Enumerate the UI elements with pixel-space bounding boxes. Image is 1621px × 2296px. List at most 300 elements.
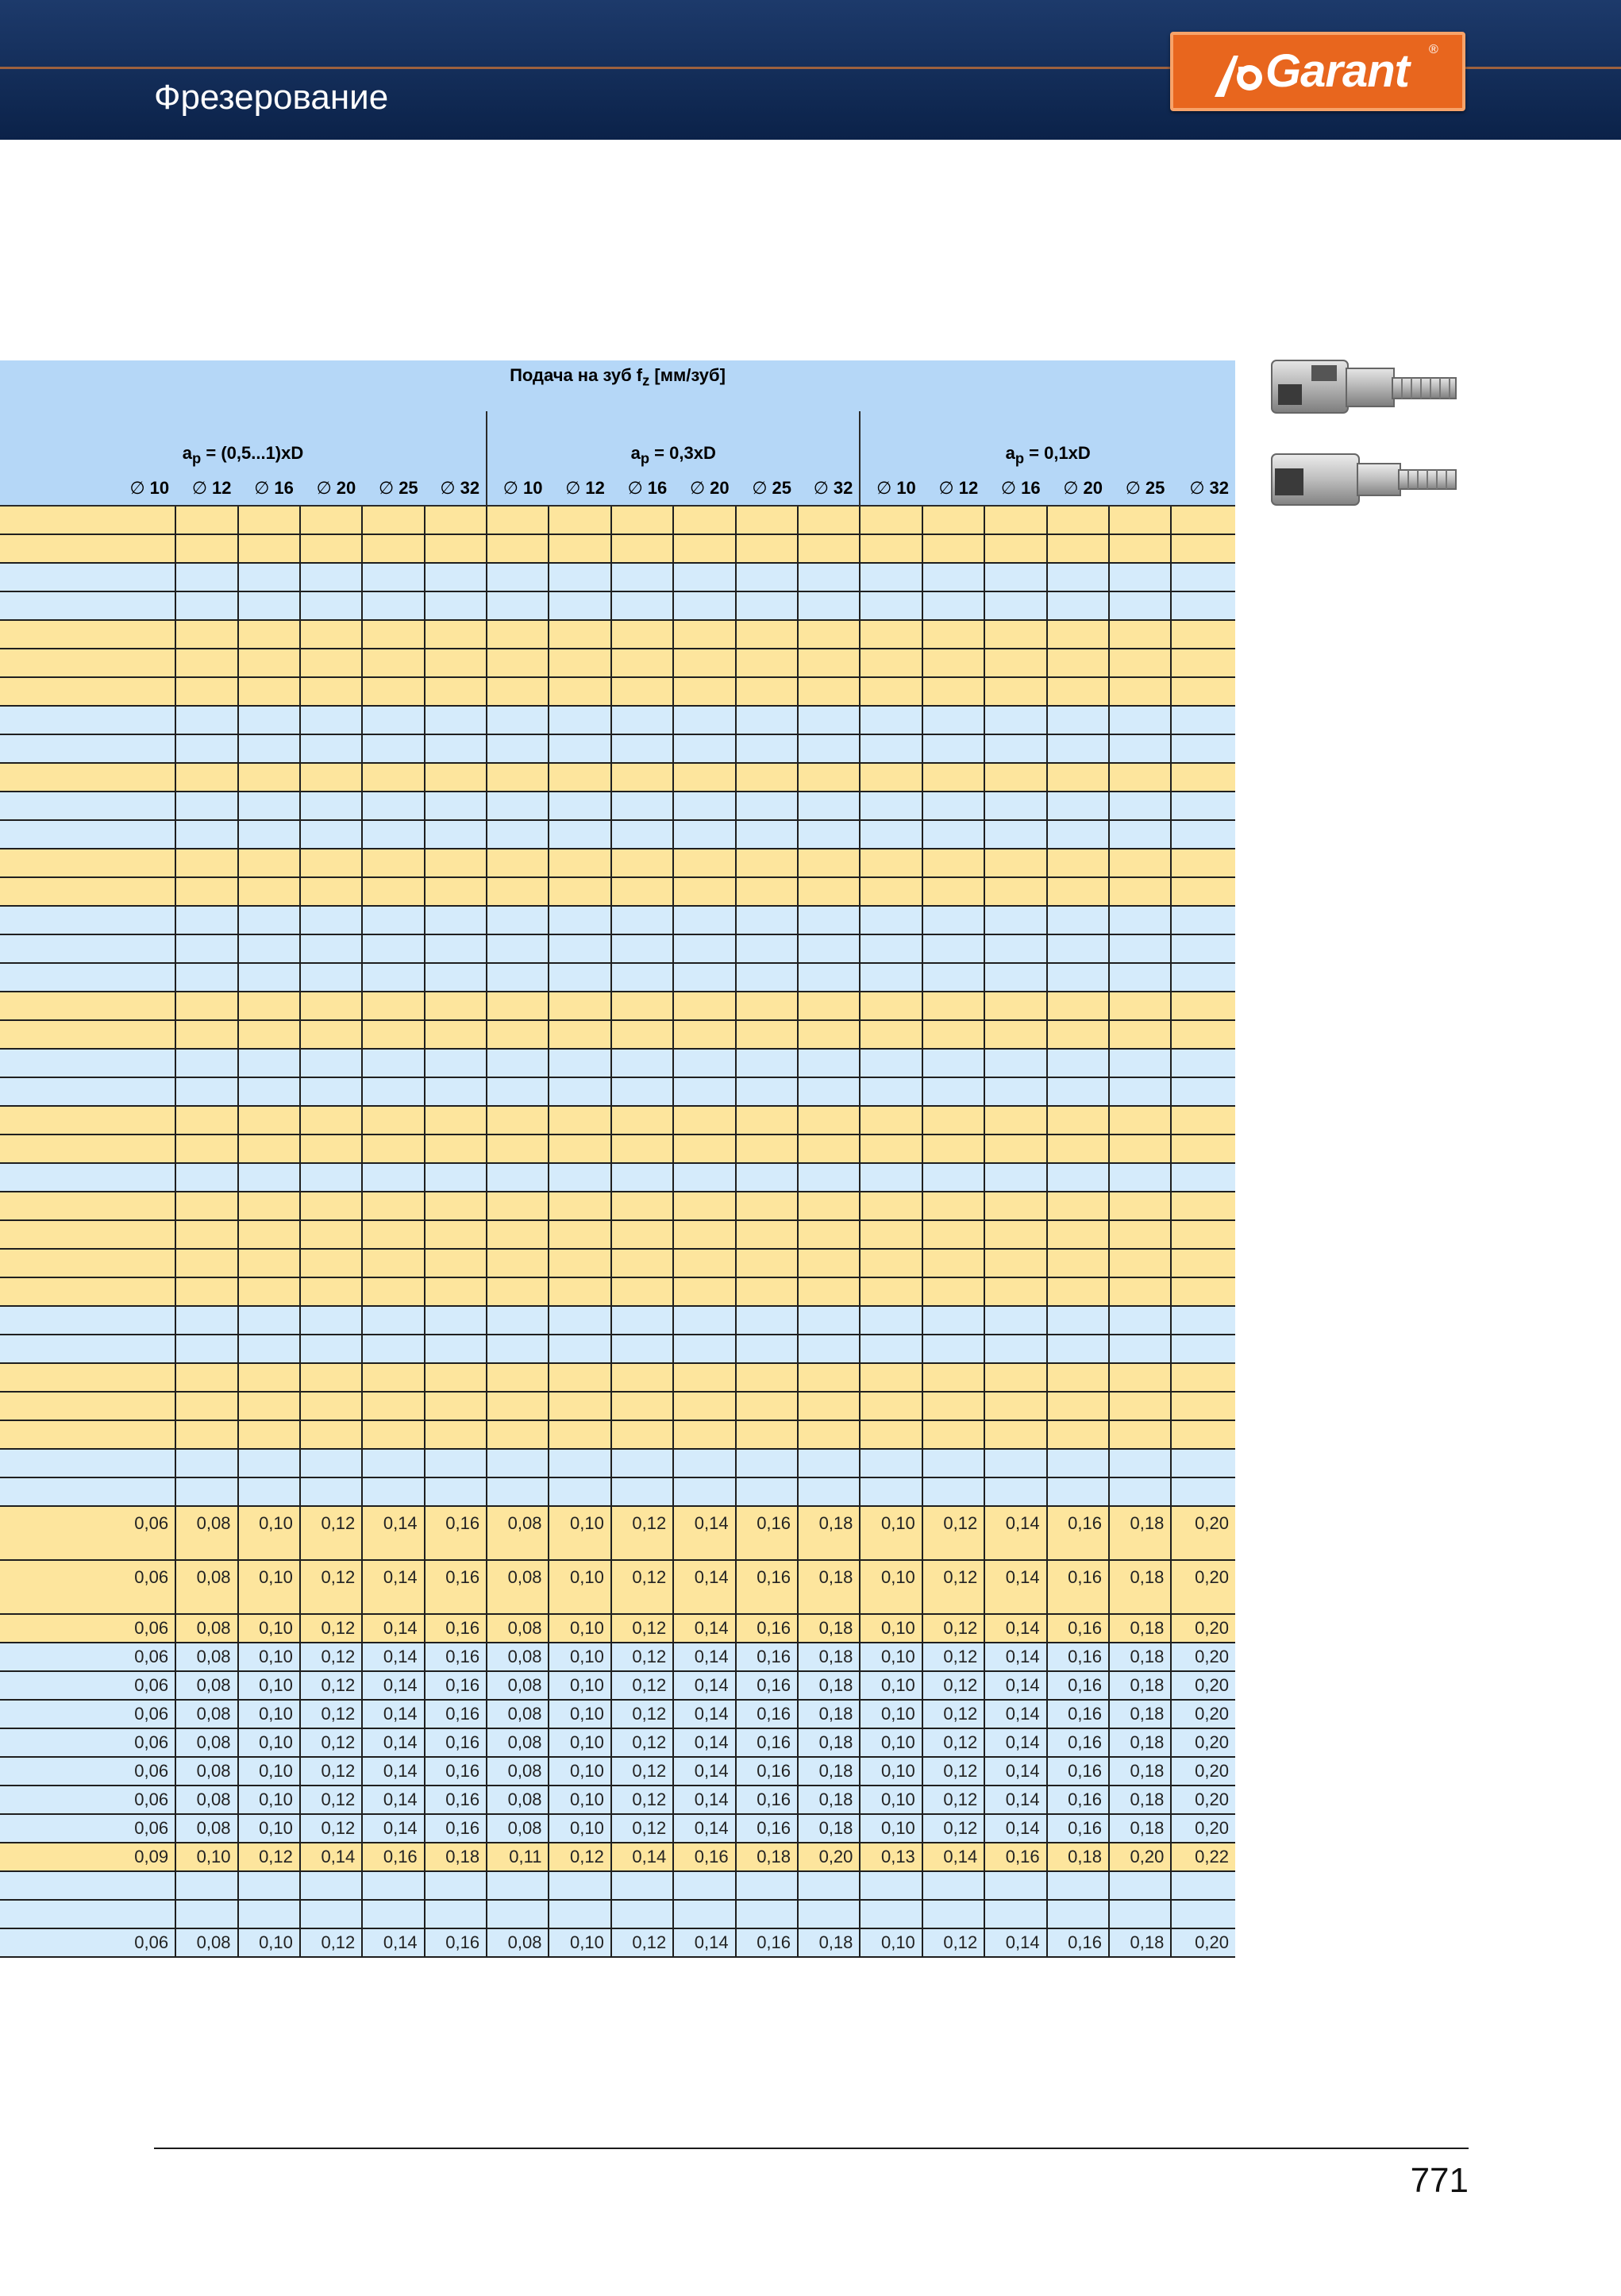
table-cell bbox=[238, 1420, 300, 1449]
table-cell bbox=[1047, 734, 1109, 763]
table-cell bbox=[984, 734, 1046, 763]
table-cell: 0,22 bbox=[1171, 1843, 1235, 1871]
table-row bbox=[0, 1220, 1235, 1249]
table-cell bbox=[611, 1277, 673, 1306]
table-cell: 0,10 bbox=[549, 1786, 610, 1814]
table-cell: 0,08 bbox=[487, 1614, 549, 1643]
table-cell bbox=[673, 1277, 735, 1306]
table-cell bbox=[611, 906, 673, 934]
table-cell bbox=[611, 649, 673, 677]
table-cell bbox=[1171, 1163, 1235, 1192]
table-cell bbox=[1047, 1449, 1109, 1477]
table-cell: 0,20 bbox=[1171, 1814, 1235, 1843]
table-cell bbox=[798, 1249, 860, 1277]
table-cell bbox=[611, 563, 673, 591]
table-cell bbox=[1109, 677, 1171, 706]
table-cell bbox=[922, 620, 984, 649]
table-cell: 0,18 bbox=[1109, 1700, 1171, 1728]
table-row bbox=[0, 1077, 1235, 1106]
table-cell bbox=[922, 1335, 984, 1363]
table-cell bbox=[984, 1449, 1046, 1477]
table-cell: 0,16 bbox=[1047, 1671, 1109, 1700]
table-cell bbox=[1109, 506, 1171, 534]
diameter-icon: ∅ bbox=[689, 478, 706, 498]
table-cell bbox=[425, 1449, 487, 1477]
table-cell bbox=[0, 792, 175, 820]
table-cell: 0,10 bbox=[860, 1506, 922, 1560]
table-cell: 0,14 bbox=[362, 1814, 424, 1843]
page-header bbox=[0, 0, 1621, 140]
diameter-icon: ∅ bbox=[1125, 478, 1141, 498]
table-cell: 0,08 bbox=[175, 1506, 237, 1560]
table-cell bbox=[425, 563, 487, 591]
table-cell bbox=[673, 792, 735, 820]
table-cell bbox=[175, 1363, 237, 1392]
column-header-diameter bbox=[611, 472, 673, 506]
table-cell: 0,20 bbox=[1171, 1614, 1235, 1643]
table-cell bbox=[984, 649, 1046, 677]
table-cell: 0,06 bbox=[0, 1643, 175, 1671]
table-cell bbox=[487, 992, 549, 1020]
table-cell bbox=[362, 792, 424, 820]
table-cell bbox=[736, 534, 798, 563]
table-cell: 0,10 bbox=[860, 1786, 922, 1814]
table-cell bbox=[798, 1392, 860, 1420]
table-cell bbox=[175, 1020, 237, 1049]
table-cell bbox=[611, 1192, 673, 1220]
table-cell bbox=[1109, 1900, 1171, 1928]
diameter-icon: ∅ bbox=[627, 478, 643, 498]
table-cell: 0,13 bbox=[860, 1843, 922, 1871]
table-cell: 0,20 bbox=[1171, 1928, 1235, 1957]
table-cell: 0,18 bbox=[1109, 1757, 1171, 1786]
table-cell bbox=[238, 1192, 300, 1220]
table-cell bbox=[922, 506, 984, 534]
table-cell bbox=[922, 1249, 984, 1277]
table-cell bbox=[549, 934, 610, 963]
table-cell: 0,14 bbox=[673, 1506, 735, 1560]
table-cell bbox=[300, 1249, 362, 1277]
table-cell bbox=[922, 534, 984, 563]
table-cell bbox=[300, 763, 362, 792]
table-cell bbox=[549, 1135, 610, 1163]
table-cell bbox=[860, 620, 922, 649]
table-title-text: Подача на зуб f bbox=[510, 365, 643, 385]
table-cell bbox=[860, 1306, 922, 1335]
table-cell: 0,10 bbox=[549, 1928, 610, 1957]
table-cell bbox=[0, 734, 175, 763]
table-cell bbox=[175, 1420, 237, 1449]
table-cell: 0,09 bbox=[0, 1843, 175, 1871]
table-cell bbox=[175, 1249, 237, 1277]
table-cell: 0,20 bbox=[1171, 1757, 1235, 1786]
table-cell: 0,06 bbox=[0, 1814, 175, 1843]
table-cell bbox=[1109, 820, 1171, 849]
table-cell bbox=[798, 534, 860, 563]
table-cell bbox=[860, 1163, 922, 1192]
table-row bbox=[0, 706, 1235, 734]
table-cell: 0,10 bbox=[238, 1757, 300, 1786]
table-cell bbox=[1047, 1106, 1109, 1135]
table-cell bbox=[300, 877, 362, 906]
table-cell bbox=[1171, 792, 1235, 820]
table-cell bbox=[549, 1049, 610, 1077]
table-cell bbox=[238, 1135, 300, 1163]
table-cell: 0,12 bbox=[300, 1506, 362, 1560]
table-cell: 0,10 bbox=[238, 1614, 300, 1643]
table-cell bbox=[549, 1249, 610, 1277]
table-cell bbox=[984, 1049, 1046, 1077]
column-header-diameter bbox=[860, 472, 922, 506]
table-cell bbox=[860, 1871, 922, 1900]
table-cell bbox=[549, 534, 610, 563]
table-cell: 0,06 bbox=[0, 1671, 175, 1700]
column-header-diameter bbox=[362, 472, 424, 506]
table-cell bbox=[736, 763, 798, 792]
table-cell bbox=[425, 934, 487, 963]
column-header-diameter bbox=[1109, 472, 1171, 506]
table-cell: 0,16 bbox=[425, 1506, 487, 1560]
table-cell bbox=[1109, 1020, 1171, 1049]
table-cell bbox=[736, 849, 798, 877]
table-cell bbox=[362, 963, 424, 992]
table-cell bbox=[362, 506, 424, 534]
table-cell bbox=[1109, 1871, 1171, 1900]
table-cell: 0,08 bbox=[175, 1814, 237, 1843]
table-cell bbox=[922, 1049, 984, 1077]
table-cell: 0,12 bbox=[611, 1757, 673, 1786]
table-cell: 0,14 bbox=[984, 1728, 1046, 1757]
table-cell bbox=[1047, 620, 1109, 649]
table-cell bbox=[0, 849, 175, 877]
table-cell bbox=[362, 1335, 424, 1363]
table-cell bbox=[425, 1420, 487, 1449]
table-cell bbox=[984, 1277, 1046, 1306]
table-cell bbox=[0, 1449, 175, 1477]
table-cell bbox=[425, 1249, 487, 1277]
table-row bbox=[0, 1020, 1235, 1049]
table-row bbox=[0, 1614, 1235, 1643]
table-row bbox=[0, 792, 1235, 820]
table-cell bbox=[238, 677, 300, 706]
table-cell: 0,18 bbox=[798, 1643, 860, 1671]
table-row bbox=[0, 1671, 1235, 1700]
table-cell bbox=[1171, 1249, 1235, 1277]
table-cell bbox=[798, 1363, 860, 1392]
table-cell bbox=[860, 677, 922, 706]
table-cell bbox=[300, 1335, 362, 1363]
table-cell: 0,06 bbox=[0, 1560, 175, 1614]
table-cell bbox=[984, 906, 1046, 934]
table-cell bbox=[860, 563, 922, 591]
table-cell bbox=[362, 1449, 424, 1477]
table-cell bbox=[673, 1363, 735, 1392]
table-cell bbox=[238, 1871, 300, 1900]
table-cell bbox=[611, 1306, 673, 1335]
table-cell bbox=[425, 591, 487, 620]
table-cell: 0,10 bbox=[549, 1671, 610, 1700]
table-cell bbox=[0, 1106, 175, 1135]
table-cell bbox=[487, 763, 549, 792]
table-cell bbox=[1171, 1335, 1235, 1363]
table-cell bbox=[300, 1392, 362, 1420]
table-cell bbox=[673, 1220, 735, 1249]
table-cell: 0,18 bbox=[1109, 1614, 1171, 1643]
table-cell bbox=[984, 963, 1046, 992]
table-cell: 0,10 bbox=[238, 1928, 300, 1957]
table-cell bbox=[611, 706, 673, 734]
table-cell bbox=[238, 963, 300, 992]
table-cell bbox=[238, 1163, 300, 1192]
table-cell bbox=[425, 534, 487, 563]
table-cell bbox=[860, 1049, 922, 1077]
table-cell bbox=[860, 1077, 922, 1106]
table-cell: 0,18 bbox=[798, 1506, 860, 1560]
table-cell: 0,06 bbox=[0, 1506, 175, 1560]
table-cell bbox=[1171, 820, 1235, 849]
table-cell bbox=[487, 1335, 549, 1363]
table-cell bbox=[1047, 1192, 1109, 1220]
diameter-icon: ∅ bbox=[129, 478, 145, 498]
table-cell: 0,08 bbox=[487, 1643, 549, 1671]
table-cell bbox=[922, 563, 984, 591]
table-cell bbox=[611, 763, 673, 792]
table-body bbox=[0, 506, 1235, 1957]
table-cell bbox=[238, 734, 300, 763]
table-cell bbox=[0, 763, 175, 792]
table-cell bbox=[736, 877, 798, 906]
table-cell bbox=[1109, 563, 1171, 591]
table-cell bbox=[860, 1277, 922, 1306]
table-cell bbox=[798, 620, 860, 649]
table-cell bbox=[860, 649, 922, 677]
table-cell bbox=[175, 1163, 237, 1192]
table-cell bbox=[736, 1249, 798, 1277]
table-cell bbox=[362, 563, 424, 591]
table-row bbox=[0, 1449, 1235, 1477]
table-cell bbox=[798, 1220, 860, 1249]
table-cell bbox=[425, 677, 487, 706]
table-cell bbox=[611, 677, 673, 706]
table-cell bbox=[1109, 1049, 1171, 1077]
table-cell bbox=[362, 1192, 424, 1220]
table-cell bbox=[798, 1135, 860, 1163]
table-cell bbox=[736, 506, 798, 534]
table-cell bbox=[673, 506, 735, 534]
table-cell bbox=[362, 820, 424, 849]
table-cell bbox=[0, 992, 175, 1020]
table-cell bbox=[611, 934, 673, 963]
table-cell bbox=[860, 1449, 922, 1477]
table-cell: 0,18 bbox=[1109, 1728, 1171, 1757]
group-label: a bbox=[182, 442, 193, 463]
table-row bbox=[0, 1643, 1235, 1671]
table-row bbox=[0, 820, 1235, 849]
table-cell bbox=[175, 934, 237, 963]
table-cell bbox=[1109, 1363, 1171, 1392]
table-cell bbox=[798, 792, 860, 820]
table-cell bbox=[1109, 1163, 1171, 1192]
table-cell bbox=[673, 934, 735, 963]
table-cell bbox=[238, 1049, 300, 1077]
table-cell bbox=[0, 1306, 175, 1335]
table-row bbox=[0, 1306, 1235, 1335]
table-cell: 0,14 bbox=[673, 1700, 735, 1728]
table-cell: 0,16 bbox=[736, 1560, 798, 1614]
table-row bbox=[0, 620, 1235, 649]
table-cell bbox=[798, 734, 860, 763]
table-cell bbox=[362, 1163, 424, 1192]
table-cell: 0,12 bbox=[611, 1928, 673, 1957]
table-cell bbox=[362, 677, 424, 706]
table-cell bbox=[362, 620, 424, 649]
table-row bbox=[0, 1728, 1235, 1757]
table-cell: 0,12 bbox=[611, 1614, 673, 1643]
table-cell: 0,08 bbox=[175, 1786, 237, 1814]
table-cell: 0,18 bbox=[1109, 1786, 1171, 1814]
table-row bbox=[0, 1757, 1235, 1786]
table-cell bbox=[238, 877, 300, 906]
table-cell bbox=[1171, 877, 1235, 906]
table-cell bbox=[984, 506, 1046, 534]
table-cell bbox=[300, 649, 362, 677]
table-cell bbox=[611, 1106, 673, 1135]
table-cell bbox=[922, 849, 984, 877]
table-cell bbox=[549, 649, 610, 677]
table-cell bbox=[549, 677, 610, 706]
table-cell bbox=[549, 734, 610, 763]
table-cell bbox=[1109, 877, 1171, 906]
column-header-diameter bbox=[175, 472, 237, 506]
table-cell: 0,06 bbox=[0, 1757, 175, 1786]
table-cell bbox=[549, 1077, 610, 1106]
table-cell bbox=[362, 1363, 424, 1392]
table-cell bbox=[362, 1420, 424, 1449]
table-cell: 0,14 bbox=[984, 1560, 1046, 1614]
column-header-diameter bbox=[549, 472, 610, 506]
table-cell bbox=[175, 1335, 237, 1363]
table-cell: 0,10 bbox=[549, 1506, 610, 1560]
table-cell bbox=[673, 963, 735, 992]
table-cell bbox=[1109, 649, 1171, 677]
table-cell bbox=[425, 1277, 487, 1306]
table-cell bbox=[798, 963, 860, 992]
table-cell bbox=[549, 1449, 610, 1477]
table-row bbox=[0, 1900, 1235, 1928]
table-cell bbox=[425, 1077, 487, 1106]
table-cell: 0,16 bbox=[1047, 1506, 1109, 1560]
table-cell bbox=[736, 1020, 798, 1049]
table-cell bbox=[175, 534, 237, 563]
group-header-ap-0-3 bbox=[487, 411, 860, 472]
table-cell: 0,10 bbox=[860, 1643, 922, 1671]
table-cell: 0,08 bbox=[487, 1757, 549, 1786]
table-cell bbox=[362, 1900, 424, 1928]
table-cell bbox=[0, 1077, 175, 1106]
table-cell bbox=[487, 1020, 549, 1049]
table-cell bbox=[0, 620, 175, 649]
table-cell bbox=[860, 906, 922, 934]
table-cell bbox=[984, 1900, 1046, 1928]
table-row bbox=[0, 1049, 1235, 1077]
table-cell bbox=[736, 1392, 798, 1420]
table-cell: 0,06 bbox=[0, 1700, 175, 1728]
table-cell bbox=[860, 506, 922, 534]
table-cell bbox=[425, 1020, 487, 1049]
table-cell bbox=[922, 1420, 984, 1449]
table-row bbox=[0, 877, 1235, 906]
table-cell bbox=[1047, 1335, 1109, 1363]
table-cell: 0,12 bbox=[611, 1506, 673, 1560]
table-cell bbox=[736, 934, 798, 963]
table-cell bbox=[425, 1477, 487, 1506]
table-cell bbox=[922, 992, 984, 1020]
table-cell bbox=[175, 992, 237, 1020]
table-cell: 0,18 bbox=[798, 1928, 860, 1957]
table-cell bbox=[984, 1249, 1046, 1277]
column-header-value: 20 bbox=[1083, 478, 1103, 498]
table-cell: 0,08 bbox=[175, 1614, 237, 1643]
table-cell bbox=[487, 820, 549, 849]
table-cell bbox=[300, 1449, 362, 1477]
table-cell bbox=[984, 620, 1046, 649]
table-cell: 0,16 bbox=[673, 1843, 735, 1871]
table-cell bbox=[736, 620, 798, 649]
table-cell bbox=[487, 1900, 549, 1928]
table-cell: 0,20 bbox=[1171, 1728, 1235, 1757]
group-header-ap-0-1 bbox=[860, 411, 1235, 472]
table-row bbox=[0, 1363, 1235, 1392]
table-cell: 0,18 bbox=[798, 1700, 860, 1728]
table-cell bbox=[487, 563, 549, 591]
table-cell: 0,14 bbox=[984, 1786, 1046, 1814]
table-cell bbox=[1047, 591, 1109, 620]
table-cell bbox=[798, 1163, 860, 1192]
table-cell bbox=[984, 677, 1046, 706]
table-cell bbox=[984, 1392, 1046, 1420]
table-cell: 0,12 bbox=[300, 1786, 362, 1814]
table-cell bbox=[984, 1420, 1046, 1449]
table-cell bbox=[798, 649, 860, 677]
table-cell bbox=[860, 1106, 922, 1135]
table-cell bbox=[1171, 1049, 1235, 1077]
table-cell bbox=[549, 591, 610, 620]
column-header-value: 12 bbox=[958, 478, 979, 498]
page-title: Фрезерование bbox=[154, 78, 389, 117]
feed-per-tooth-table bbox=[0, 360, 1235, 1958]
table-cell bbox=[1171, 706, 1235, 734]
table-cell bbox=[362, 877, 424, 906]
table-cell bbox=[922, 1135, 984, 1163]
column-header-value: 25 bbox=[1145, 478, 1165, 498]
table-cell: 0,14 bbox=[673, 1560, 735, 1614]
table-cell bbox=[425, 1900, 487, 1928]
table-cell bbox=[362, 706, 424, 734]
table-cell bbox=[549, 506, 610, 534]
table-cell bbox=[611, 849, 673, 877]
table-cell bbox=[238, 1306, 300, 1335]
table-cell: 0,12 bbox=[611, 1643, 673, 1671]
table-cell bbox=[1047, 1220, 1109, 1249]
table-cell bbox=[1047, 1477, 1109, 1506]
table-cell: 0,14 bbox=[673, 1614, 735, 1643]
table-cell bbox=[362, 734, 424, 763]
table-cell bbox=[984, 1335, 1046, 1363]
table-cell bbox=[611, 1392, 673, 1420]
table-cell bbox=[300, 906, 362, 934]
table-cell bbox=[798, 1277, 860, 1306]
table-cell: 0,12 bbox=[300, 1928, 362, 1957]
